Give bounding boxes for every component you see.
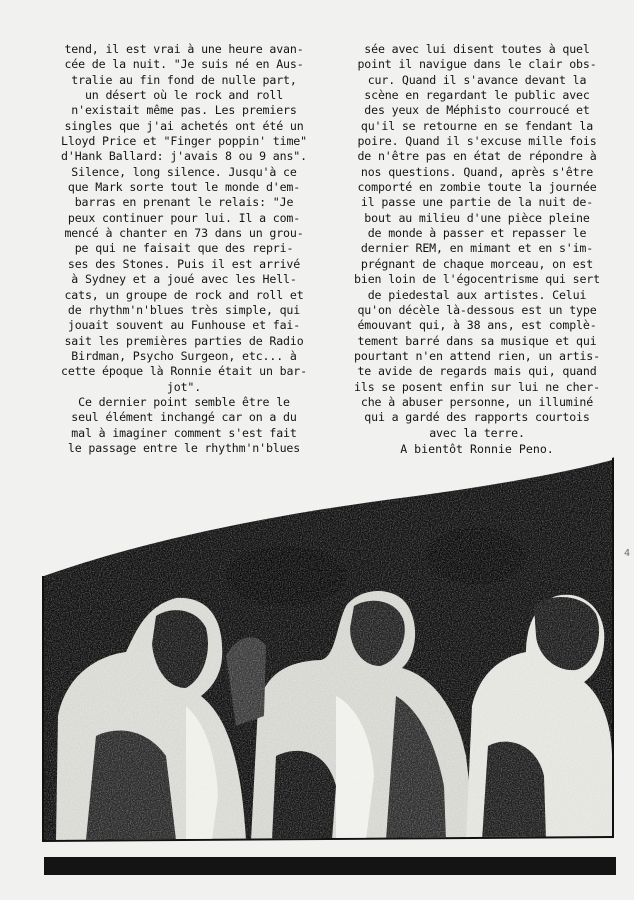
text-line: tement barré dans sa musique et qui (357, 333, 597, 348)
text-line: de n'être pas en état de répondre à (357, 149, 597, 164)
text-line: mal à imaginer comment s'est fait (71, 425, 297, 440)
text-line: ses des Stones. Puis il est arrivé (67, 256, 301, 271)
article-signoff: A bientôt Ronnie Peno. (400, 441, 554, 456)
text-line: sée avec lui disent toutes à quel (364, 42, 590, 56)
text-line: jouait souvent au Funhouse et fai- (67, 318, 301, 333)
text-line: qu'on décèle là-dessous est un type (357, 302, 597, 317)
text-line: bout au milieu d'une pièce pleine (364, 210, 590, 225)
text-line: prégnant de chaque morceau, on est (360, 256, 594, 271)
text-line: qu'il se retourne en se fendant la (360, 118, 594, 133)
text-line: pe qui ne faisait que des repri- (74, 241, 294, 256)
band-photo (36, 456, 616, 876)
text-line: des yeux de Méphisto courroucé et (364, 103, 590, 118)
text-line: seul élément inchangé car on a du (71, 410, 297, 425)
text-line: tend, il est vrai à une heure avan- (64, 42, 304, 56)
text-line: à Sydney et a joué avec les Hell- (71, 272, 297, 287)
text-line: Silence, long silence. Jusqu'à ce (71, 164, 297, 179)
text-line: point il navigue dans le clair obs- (357, 57, 597, 72)
text-line: Ce dernier point semble être le (78, 394, 290, 409)
text-line: ils se posent enfin sur lui ne cher- (354, 379, 600, 394)
text-line: il passe une partie de la nuit de- (360, 195, 594, 210)
text-line: que Mark sorte tout le monde d'em- (67, 180, 301, 195)
text-line: cée de la nuit. "Je suis né en Aus- (64, 57, 304, 72)
text-line: d'Hank Ballard: j'avais 8 ou 9 ans". (61, 149, 307, 164)
text-line: peux continuer pour lui. Il a com- (67, 210, 301, 225)
text-line: singles que j'ai achetés ont été un (64, 118, 304, 133)
text-line: comporté en zombie toute la journée (357, 180, 597, 195)
article-right-column (332, 42, 622, 474)
text-line: Lloyd Price et "Finger poppin' time" (61, 134, 307, 149)
text-line: nos questions. Quand, après s'être (360, 164, 594, 179)
text-line: Birdman, Psycho Surgeon, etc... à (71, 348, 297, 363)
text-line: sait les premières parties de Radio (64, 333, 304, 348)
text-line: de rhythm'n'blues très simple, qui (67, 302, 301, 317)
text-line: cats, un groupe de rock and roll et (64, 287, 304, 302)
text-line: bien loin de l'égocentrisme qui sert (354, 272, 600, 287)
text-line: de piedestal aux artistes. Celui (367, 287, 587, 302)
text-line: de monde à passer et repasser le (367, 226, 587, 241)
text-line: poire. Quand il s'excuse mille fois (357, 134, 597, 149)
text-line: te avide de regards mais qui, quand (357, 364, 597, 379)
text-line: avec la terre. (429, 425, 525, 440)
text-line: jot". (166, 379, 202, 394)
text-line: cette époque là Ronnie était un bar- (61, 364, 307, 379)
text-line: tralie au fin fond de nulle part, (71, 72, 297, 87)
text-line: un désert où le rock and roll (84, 88, 284, 103)
text-line: che à abuser personne, un illuminé (360, 394, 594, 409)
bottom-rule (44, 857, 616, 875)
text-line: émouvant qui, à 38 ans, est complè- (357, 318, 597, 333)
text-line: pourtant n'en attend rien, un artis- (354, 348, 600, 363)
text-line: le passage entre le rhythm'n'blues (67, 440, 301, 455)
text-line: cur. Quand il s'avance devant la (367, 72, 587, 87)
text-line: scène en regardant le public avec (364, 88, 590, 103)
text-line: mencé à chanter en 73 dans un grou- (64, 226, 304, 241)
text-line: dernier REM, en mimant et en s'im- (360, 241, 594, 256)
margin-mark: 4 (623, 548, 630, 559)
text-line: qui a gardé des rapports courtois (364, 410, 590, 425)
text-line: barras en prenant le relais: "Je (74, 195, 294, 210)
text-line: n'existait même pas. Les premiers (71, 103, 297, 118)
